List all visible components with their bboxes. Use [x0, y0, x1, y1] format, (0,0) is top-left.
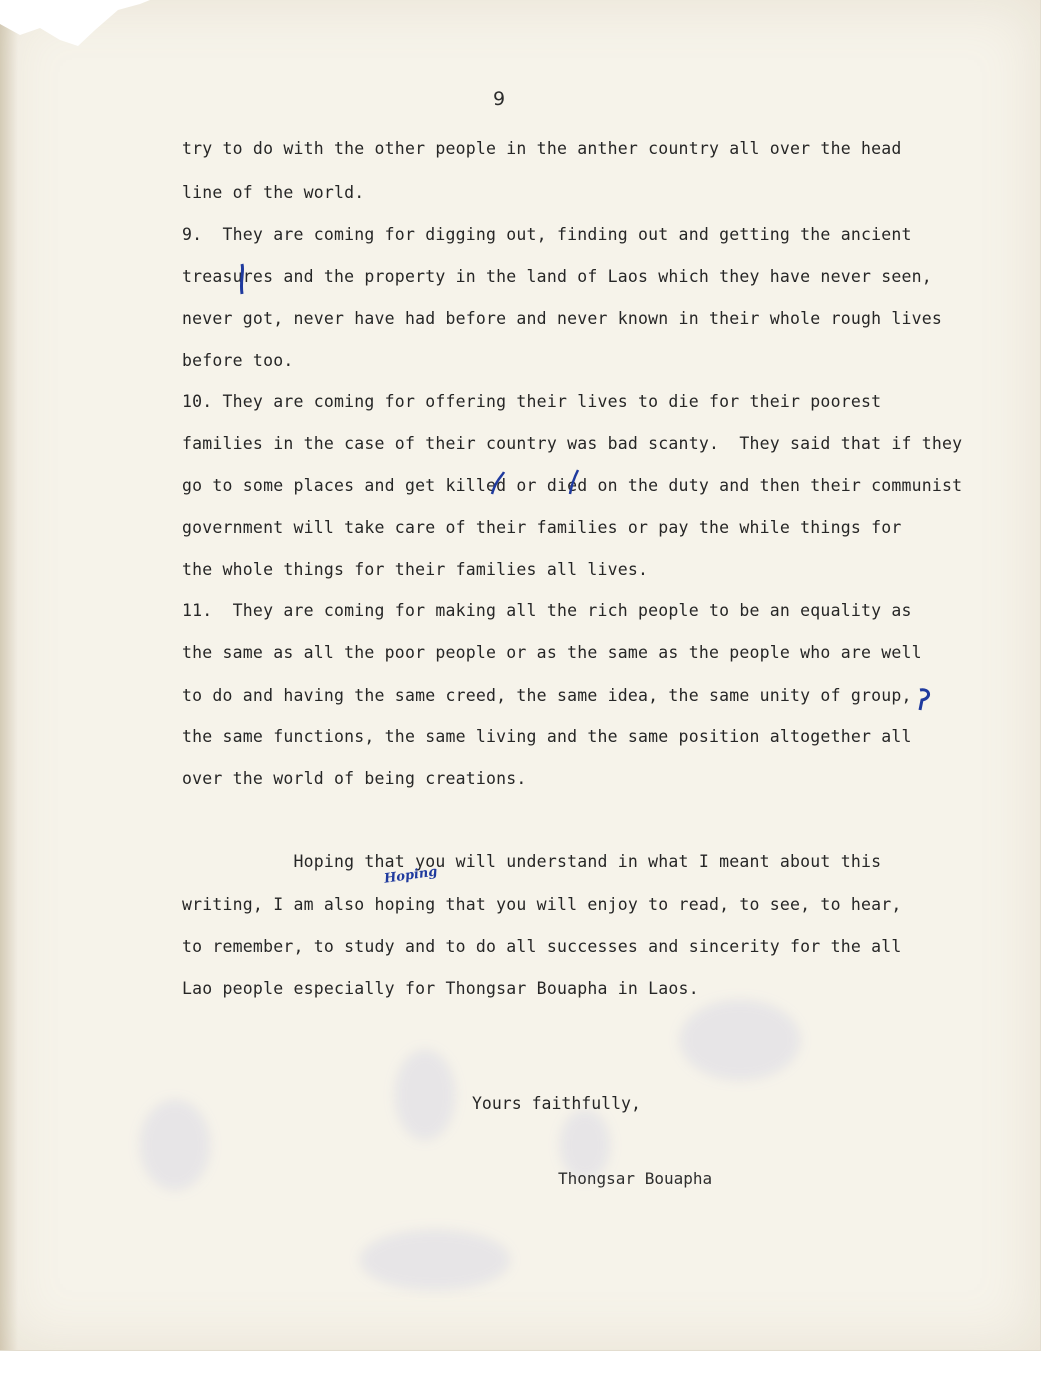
page-number: 9	[493, 88, 506, 110]
closing-salutation: Yours faithfully,	[472, 1094, 641, 1113]
ink-smudge	[395, 1050, 455, 1140]
body-line: the same functions, the same living and the same position altogether all	[182, 727, 912, 746]
body-line: line of the world.	[182, 183, 365, 202]
body-line: Lao people especially for Thongsar Bouapha in Laos.	[182, 979, 699, 998]
ink-smudge	[360, 1230, 510, 1290]
body-line: government will take care of their families or pay the while things for	[182, 518, 902, 537]
body-line: 10. They are coming for offering their lives to die for their poorest	[182, 392, 882, 411]
ink-smudge	[140, 1100, 210, 1190]
body-line: writing, I am also hoping that you will enjoy to read, to see, to hear,	[182, 895, 902, 914]
page-edge-shadow	[0, 0, 18, 1350]
body-line: before too.	[182, 351, 294, 370]
body-line: over the world of being creations.	[182, 769, 527, 788]
body-line: the whole things for their families all lives.	[182, 560, 649, 579]
body-line: 11. They are coming for making all the rich people to be an equality as	[182, 601, 912, 620]
body-line: never got, never have had before and never known in their whole rough lives	[182, 309, 943, 328]
ink-correction-mark	[914, 686, 936, 712]
body-line: treasures and the property in the land of Laos which they have never seen,	[182, 267, 932, 286]
body-line: try to do with the other people in the anther country all over the head	[182, 139, 902, 158]
body-line: go to some places and get killed or died on the duty and then their communist	[182, 476, 963, 495]
torn-corner	[0, 0, 150, 60]
body-line: Hoping that you will understand in what I meant about this	[182, 852, 882, 871]
ink-correction-mark	[488, 470, 510, 500]
body-line: the same as all the poor people or as the same as the people who are well	[182, 643, 922, 662]
ink-smudge	[680, 1000, 800, 1080]
signature-name: Thongsar Bouapha	[558, 1169, 713, 1188]
body-line: to remember, to study and to do all successes and sincerity for the all	[182, 937, 902, 956]
body-line: to do and having the same creed, the same idea, the same unity of group,	[182, 686, 912, 705]
ink-correction-mark	[236, 262, 248, 296]
body-line: families in the case of their country was bad scanty. They said that if they	[182, 434, 963, 453]
handwritten-correction: Hoping	[383, 864, 439, 887]
body-line: 9. They are coming for digging out, finding out and getting the ancient	[182, 225, 912, 244]
ink-correction-mark	[566, 468, 586, 498]
